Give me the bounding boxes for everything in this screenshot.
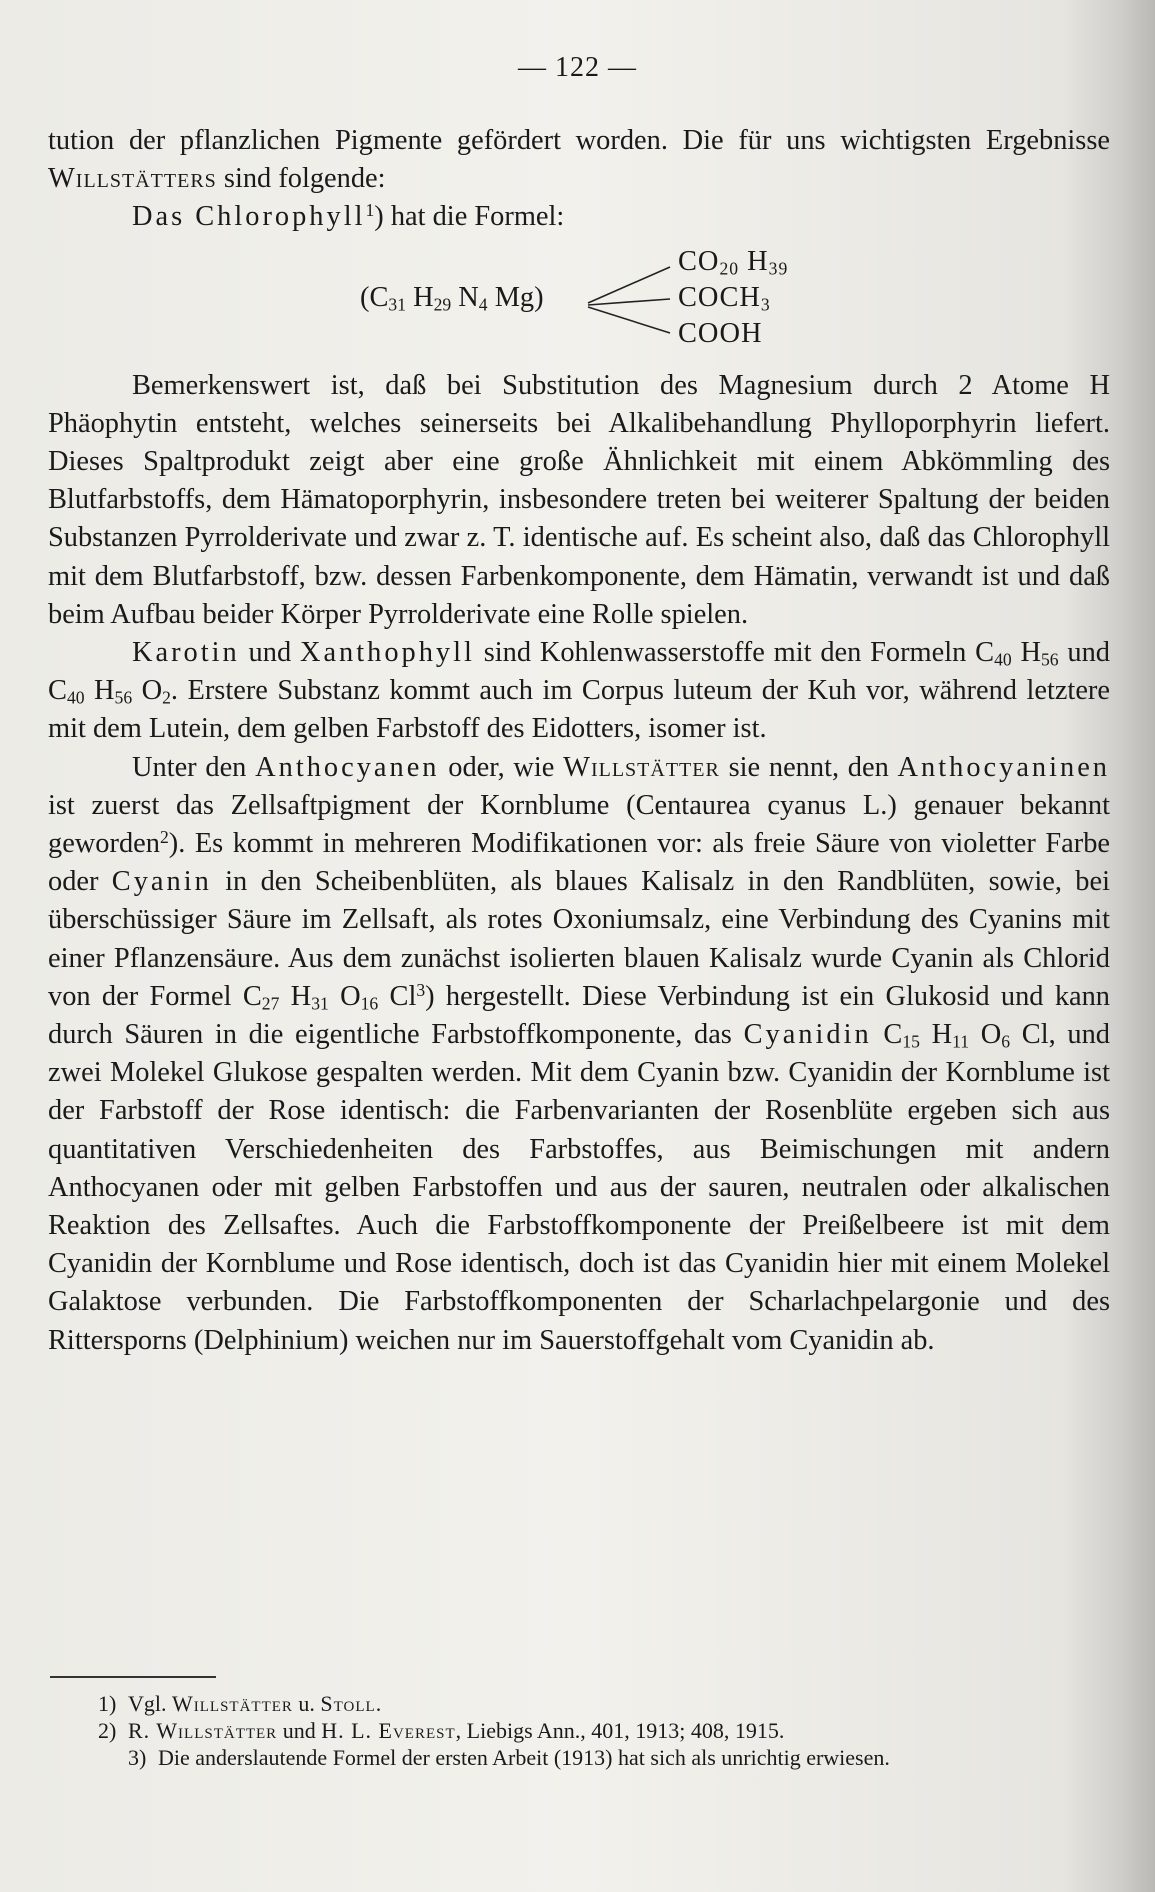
formula-core: ($C_{31}$ $H_{29}$ $N_4$ Mg) — [360, 281, 544, 314]
footnotes — [48, 1690, 1110, 1771]
footnote-3-text: Die anderslautende Formel der ersten Arbeit (1913) hat sich als unrichtig erwiesen. — [158, 1745, 890, 1770]
paragraph-1-text: tution der pflanzlichen Pigmente gefördert worden. Die für uns wichtigsten Ergebnisse — [48, 125, 1110, 156]
formula-group-1: $CO_{20}$ $H_{39}$ — [678, 245, 789, 278]
footnote-1-mark: 1) — [98, 1691, 117, 1716]
xanthophyll-term: Xanthophyll — [299, 637, 475, 669]
footnote-ref-3: 3 — [416, 980, 426, 1001]
karotin-term: Karotin — [132, 637, 240, 669]
footnote-ref-2: 2 — [159, 827, 169, 848]
footnote-3-mark: 3) — [128, 1745, 147, 1770]
paragraph-3: Bemerkenswert ist, daß bei Substitution des Magnesium durch 2 Atome H Phäophytin entsteht, welches seinerseits bei Alkalibehandlung Phylloporphyrin liefert. Dieses Spaltprodukt zeigt aber eine große Ähnlichkeit mit einem Abkömmling des Blutfarbstoffs, dem Hämatoporphyrin, insbesondere treten bei weiterer Spaltung der beiden Substanzen Pyrrolderivate und zwar z. T. identische auf. Es scheint also, daß das Chlorophyll mit dem Blutfarbstoff, bzw. dessen Farbenkomponente, dem Hämatin, verwandt ist und daß beim Aufbau beider Körper Pyrrolderivate eine Rolle spielen. — [48, 369, 1110, 630]
paragraph-2 — [48, 198, 1110, 236]
footnote-ref-1: 1 — [365, 200, 375, 221]
footnote-3 — [48, 1744, 1110, 1771]
paragraph-1-end: sind folgende: — [216, 163, 386, 195]
page-number: — 122 — — [518, 52, 637, 83]
cyanidin-term: Cyanidin — [743, 1019, 872, 1051]
anthocyanen-term: Anthocyanen — [255, 751, 440, 783]
footnote-2: 2) R. Willstätter und H. L. Everest, Liebigs Ann., 401, 1913; 408, 1915. — [98, 1718, 785, 1743]
anthocyaninen-term: Anthocyaninen — [897, 751, 1110, 783]
paragraph-5: Unter den Anthocyanen oder, wie Willstätter sie nennt, den Anthocyaninen ist zuerst das Zellsaftpigment der Kornblume (Centaurea cyanus L.) genauer bekannt geworden$^2$). Es kommt in mehreren Modifikationen vor: als freie Säure von violetter Farbe oder Cyanin in den Scheibenblüten, als blaues Kalisalz in den Randblüten, sowie, bei überschüssiger Säure im Zellsaft, als rotes Oxoniumsalz, eine Verbindung des Cyanins mit einer Pflanzensäure. Aus dem zunächst isolierten blauen Kalisalz wurde Cyanin als Chlorid von der Formel $C_{27}$ $H_{31}$ $O_{16}$ Cl$^3$) hergestellt. Diese Verbindung ist ein Glukosid und kann durch Säuren in die eigentliche Farbstoffkomponente, das Cyanidin $C_{15}$ $H_{11}$ $O_6$ Cl, und zwei Molekel Glukose gespalten werden. Mit dem Cyanin bzw. Cyanidin der Kornblume ist der Farbstoff der Rose identisch: die Farbenvarianten der Rosenblüte ergeben sich aus quantitativen Verschiedenheiten des Farbstoffes, aus Beimischungen mit andern Anthocyanen oder mit gelben Farbstoffen und aus der sauren, neutralen oder alkalischen Reaktion des Zellsaftes. Auch die Farbstoffkomponente der Preißelbeere ist mit dem Cyanidin der Kornblume und Rose identisch, doch ist das Cyanidin hier mit einem Molekel Galaktose verbunden. Die Farbstoffkomponenten der Scharlachpelargonie und des Rittersporns (Delphinium) weichen nur im Sauerstoffgehalt vom Cyanidin ab. — [48, 751, 1111, 1356]
footnote-1: 1) Vgl. Willstätter u. Stoll. — [98, 1691, 382, 1716]
cyanin-term: Cyanin — [111, 866, 212, 898]
formula-group-2: $COCH_3$ — [678, 281, 771, 314]
main-text — [48, 122, 1110, 1360]
paragraph-1 — [48, 122, 1110, 198]
author-name-2: Willstätter — [563, 751, 720, 783]
footnote-2-mark: 2) — [98, 1718, 117, 1743]
chlorophyll-term: Das Chlorophyll — [132, 201, 366, 233]
paragraph-4: Karotin und Xanthophyll sind Kohlenwasserstoffe mit den Formeln $C_{40}$ $H_{56}$ und $C_{40}$ $H_{56}$ $O_2$. Erstere Substanz kommt auch im Corpus luteum der Kuh vor, während letztere mit dem Lutein, dem gelben Farbstoff des Eidotters, isomer ist. — [48, 637, 1110, 745]
footnote-divider — [50, 1676, 216, 1678]
formula-group-3: COOH — [678, 317, 763, 349]
formula-branch-lines — [584, 241, 678, 361]
author-name: Willstätters — [48, 163, 217, 195]
chlorophyll-formula — [48, 241, 1110, 361]
paragraph-2-end: ) hat die Formel: — [374, 201, 565, 233]
